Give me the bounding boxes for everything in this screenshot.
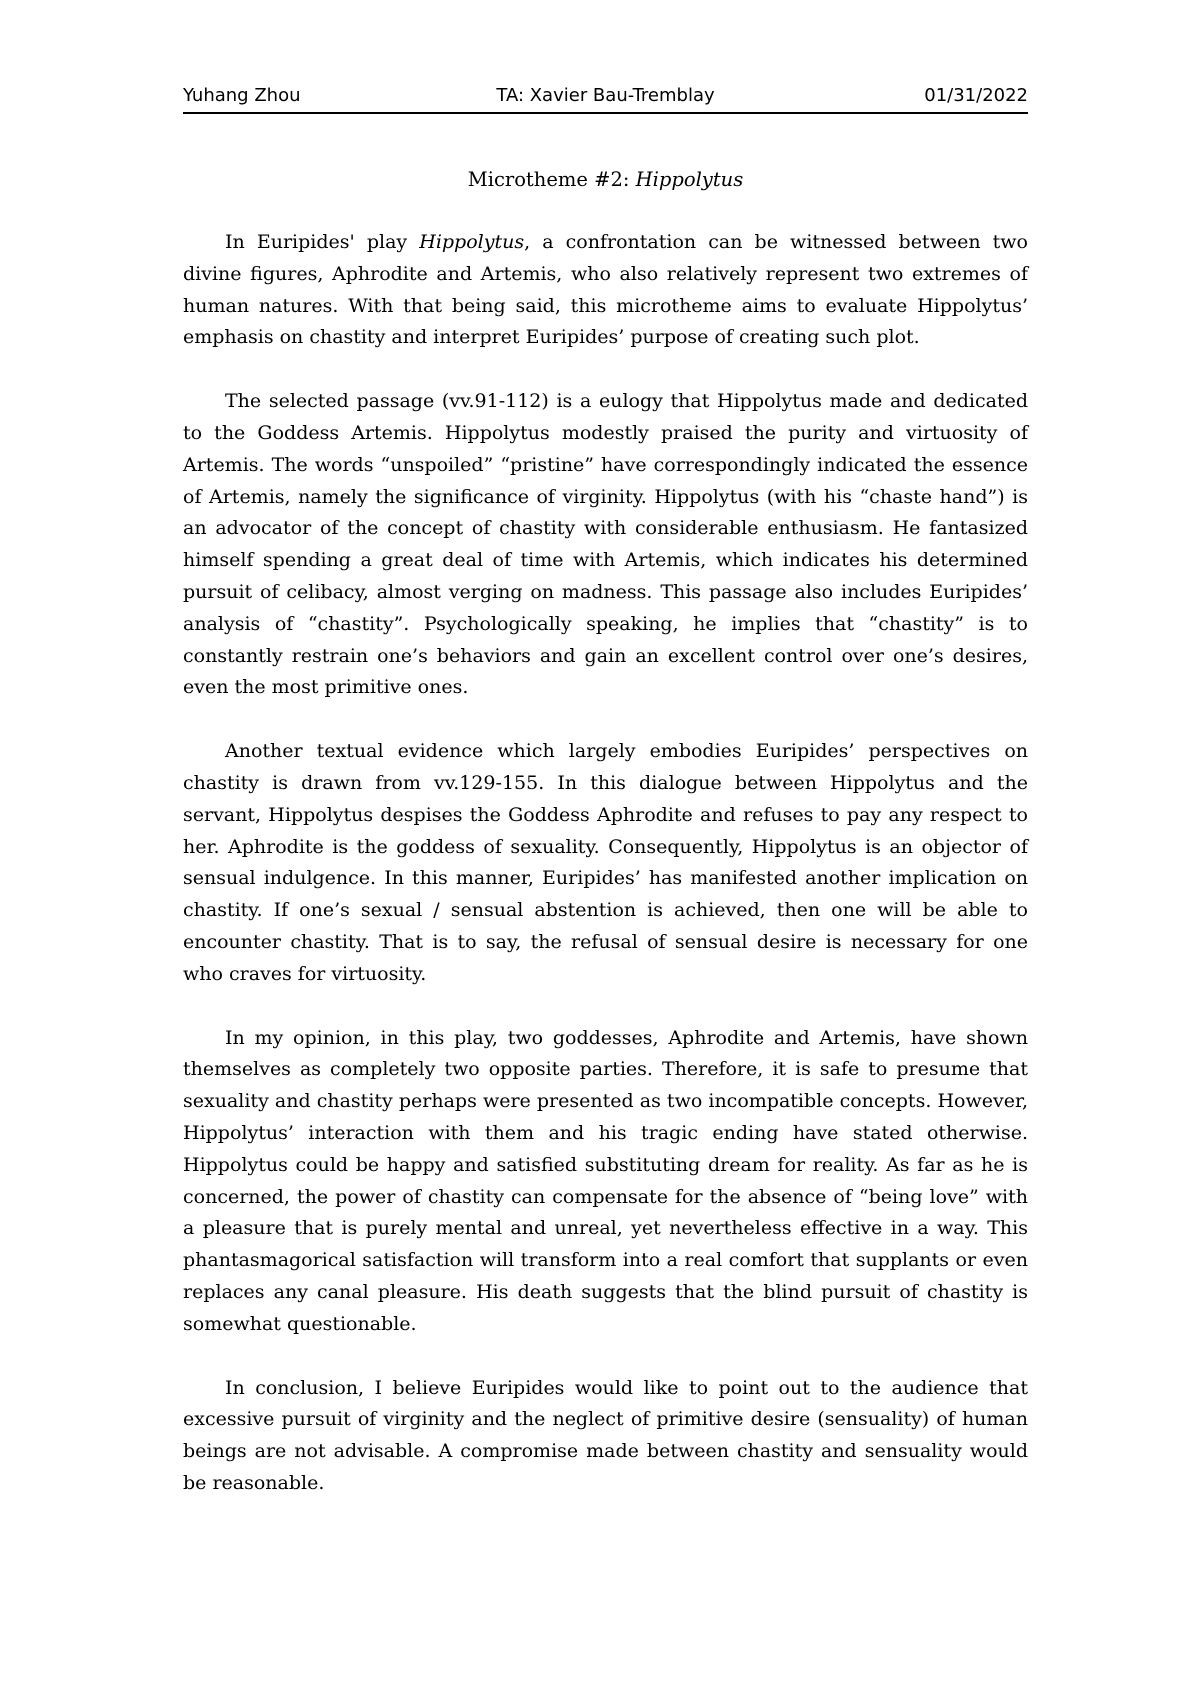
- page-header: [183, 82, 1028, 114]
- intro-play-title: Hippolytus: [419, 231, 525, 253]
- title-prefix: Microtheme #2:: [467, 168, 636, 191]
- essay-body: [183, 227, 1028, 1500]
- title-play: Hippolytus: [635, 168, 744, 191]
- paragraph-intro: [183, 227, 1028, 354]
- header-author: Yuhang Zhou: [183, 85, 301, 106]
- header-date: 01/31/2022: [924, 85, 1028, 106]
- intro-text-a: In Euripides' play: [225, 231, 420, 253]
- header-ta: TA: Xavier Bau-Tremblay: [496, 85, 715, 106]
- paragraph-opinion: In my opinion, in this play, two goddesses, Aphrodite and Artemis, have shown themselves as completely two opposite parties. Therefore, it is safe to presume that sexuality and chastity perhaps were presented as two incompatible concepts. However, Hippolytus’ interaction with them and his tragic ending have stated otherwise. Hippolytus could be happy and satisfied substituting dream for reality. As far as he is concerned, the power of chastity can compensate for the absence of “being love” with a pleasure that is purely mental and unreal, yet nevertheless effective in a way. This phantasmagorical satisfaction will transform into a real comfort that supplants or even replaces any canal pleasure. His death suggests that the blind pursuit of chastity is somewhat questionable.: [183, 1026, 1028, 1335]
- page-title: [183, 166, 1028, 194]
- paragraph-passage-analysis: The selected passage (vv.91-112) is a eulogy that Hippolytus made and dedicated to the Goddess Artemis. Hippolytus modestly praised the purity and virtuosity of Artemis. The words “unspoiled” “pristine” have correspondingly indicated the essence of Artemis, namely the significance of virginity. Hippolytus (with his “chaste hand”) is an advocator of the concept of chastity with considerable enthusiasm. He fantasized himself spending a great deal of time with Artemis, which indicates his determined pursuit of celibacy, almost verging on madness. This passage also includes Euripides’ analysis of “chastity”. Psychologically speaking, he implies that “chastity” is to constantly restrain one’s behaviors and gain an excellent control over one’s desires, even the most primitive ones.: [183, 390, 1028, 699]
- paragraph-textual-evidence: Another textual evidence which largely embodies Euripides’ perspectives on chastity is drawn from vv.129-155. In this dialogue between Hippolytus and the servant, Hippolytus despises the Goddess Aphrodite and refuses to pay any respect to her. Aphrodite is the goddess of sexuality. Consequently, Hippolytus is an objector of sensual indulgence. In this manner, Euripides’ has manifested another implication on chastity. If one’s sexual / sensual abstention is achieved, then one will be able to encounter chastity. That is to say, the refusal of sensual desire is necessary for one who craves for virtuosity.: [183, 740, 1028, 985]
- paragraph-conclusion: In conclusion, I believe Euripides would like to point out to the audience that excessive pursuit of virginity and the neglect of primitive desire (sensuality) of human beings are not advisable. A compromise made between chastity and sensuality would be reasonable.: [183, 1376, 1028, 1494]
- intro-text-c: , a confrontation can be witnessed between two divine figures, Aphrodite and Artemis, who also relatively represent two extremes of human natures. With that being said, this microtheme aims to evaluate Hippolytus’ emphasis on chastity and interpret Euripides’ purpose of creating such plot.: [183, 231, 1028, 349]
